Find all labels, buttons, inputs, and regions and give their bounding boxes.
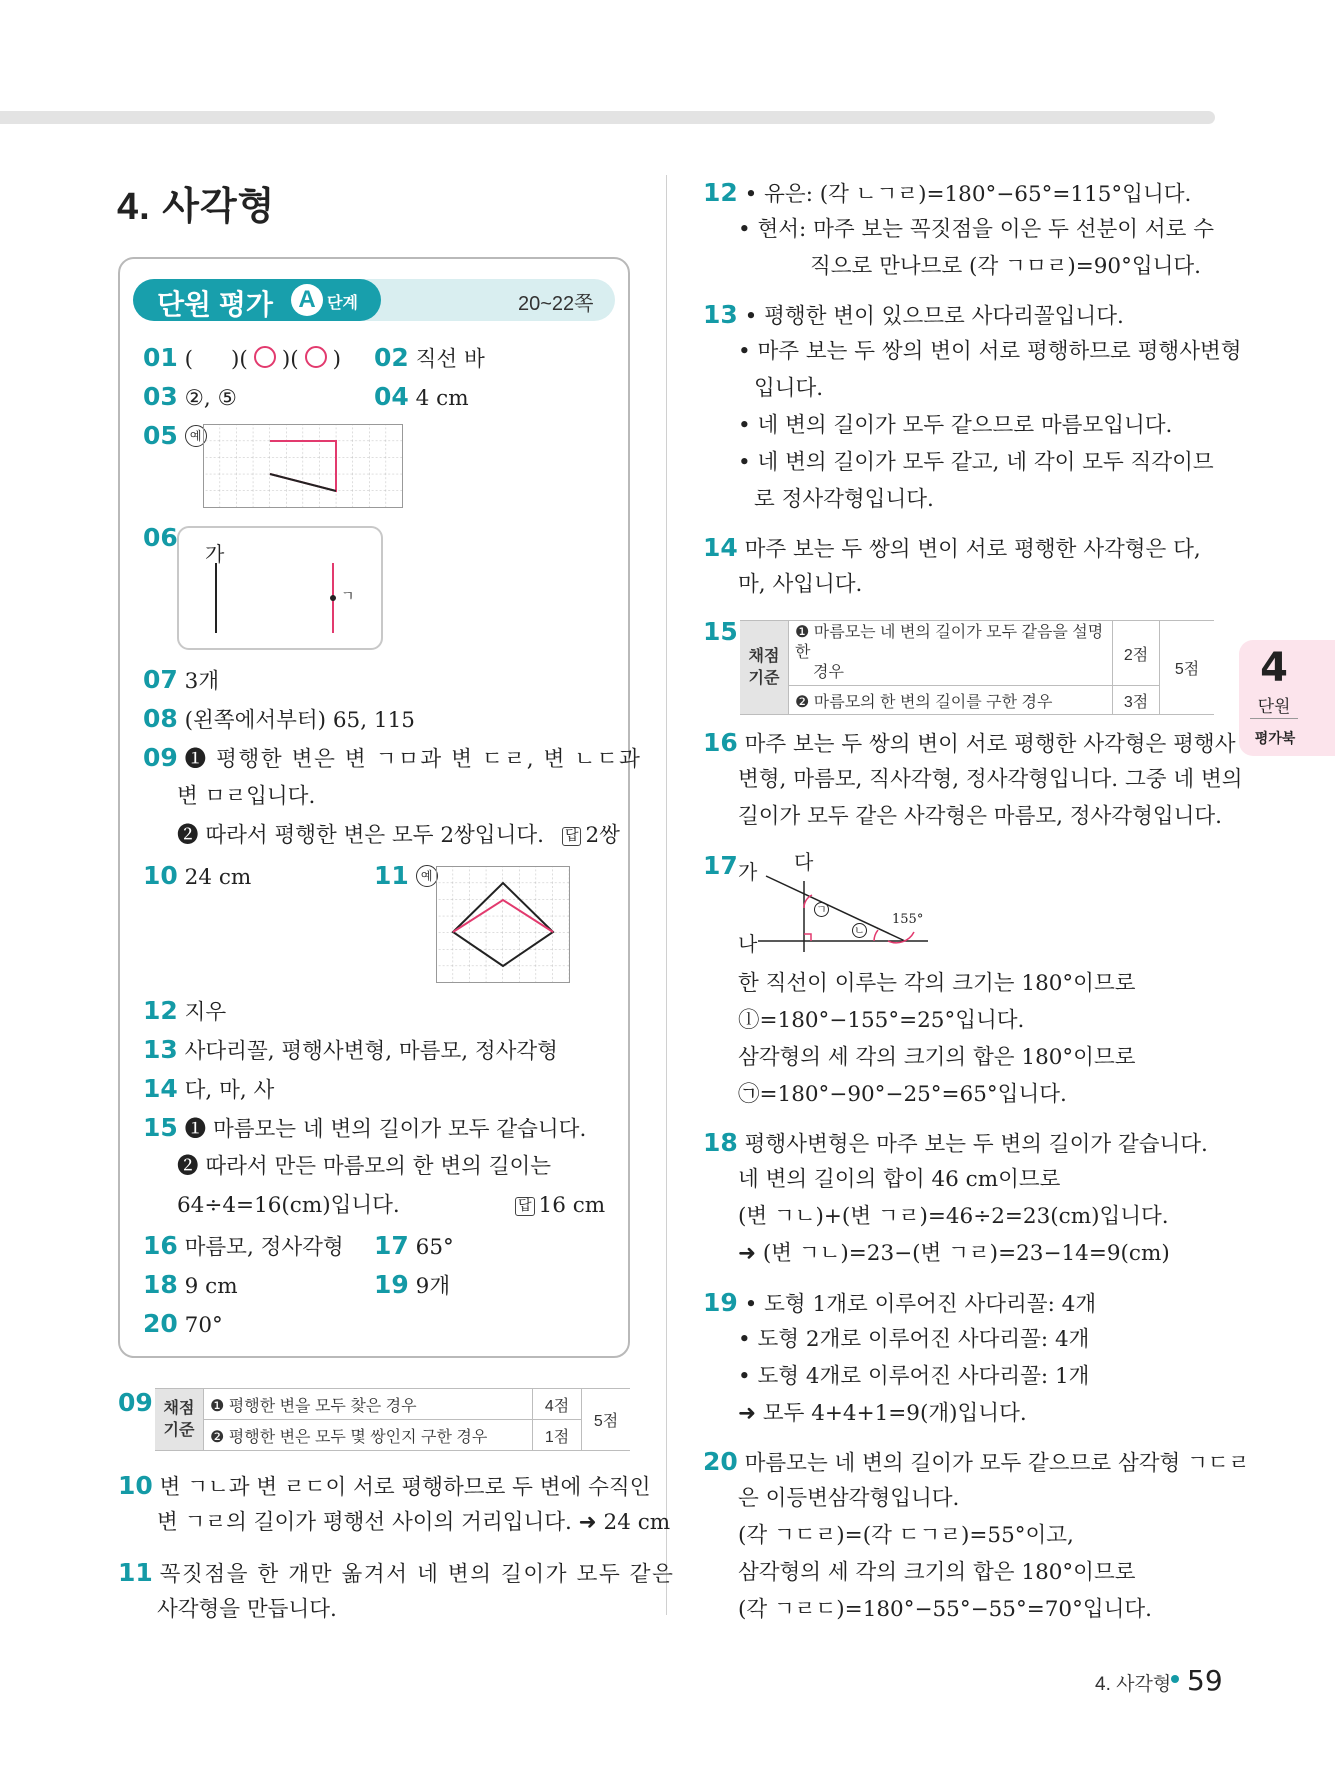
expl-19: 19 • 도형 1개로 이루어진 사다리꼴: 4개 — [703, 1288, 1097, 1317]
answer-08: 08 (왼쪽에서부터) 65, 115 — [143, 704, 415, 733]
top-bar — [0, 111, 1215, 124]
fig-label-l: ㄴ — [852, 923, 867, 938]
side-tab-divider — [1250, 718, 1298, 719]
circle-mark — [305, 346, 327, 368]
expl-18-line2: 네 변의 길이의 합이 46 cm이므로 — [738, 1167, 1061, 1192]
expl-17-line3: 삼각형의 세 각의 크기의 합은 180°이므로 — [738, 1045, 1136, 1070]
expl-13-line4: • 네 변의 길이가 모두 같으므로 마름모입니다. — [738, 413, 1173, 438]
expl-18: 18 평행사변형은 마주 보는 두 변의 길이가 같습니다. — [703, 1128, 1208, 1157]
column-divider — [666, 175, 667, 1615]
answer-15-line3: 64÷4=16(cm)입니다. — [177, 1193, 400, 1218]
fig-label-na: 나 — [738, 932, 758, 956]
criteria-09-table: 채점 기준 ❶ 평행한 변을 모두 찾은 경우 4점 5점 ❷ 평행한 변은 모두 몇 쌍인지 구한 경우 1점 — [155, 1388, 630, 1451]
expl-20-line4: 삼각형의 세 각의 크기의 합은 180°이므로 — [738, 1560, 1136, 1585]
expl-14-line2: 마, 사입니다. — [738, 572, 863, 597]
answer-17: 17 65° — [374, 1231, 454, 1260]
example-badge: 예 — [416, 865, 438, 887]
level-suffix: 단계 — [327, 295, 358, 312]
expl-13-line2: • 마주 보는 두 쌍의 변이 서로 평행하므로 평행사변형 — [738, 339, 1242, 364]
answer-01: 01 ( )( )( ) — [143, 343, 341, 372]
answer-15-line2: ❷ 따라서 만든 마름모의 한 변의 길이는 — [177, 1154, 552, 1179]
unit-header-title: 단원 평가 — [157, 289, 273, 320]
expl-17-line1: 한 직선이 이루는 각의 크기는 180°이므로 — [738, 971, 1136, 996]
criteria-09-num: 09 — [118, 1388, 153, 1417]
answer-15-final: 답 16 cm — [515, 1188, 605, 1224]
page-title: 4. 사각형 — [117, 186, 276, 228]
expl-19-line2: • 도형 2개로 이루어진 사다리꼴: 4개 — [738, 1327, 1090, 1352]
expl-16: 16 마주 보는 두 쌍의 변이 서로 평행한 사각형은 평행사 — [703, 728, 1236, 757]
expl-17-figure — [738, 846, 938, 956]
expl-19-line3: • 도형 4개로 이루어진 사다리꼴: 1개 — [738, 1364, 1090, 1389]
fig-label-da: 다 — [794, 850, 814, 874]
answer-06: 06 — [143, 523, 178, 552]
expl-20-line5: (각 ㄱㄹㄷ)=180°−55°−55°=70°입니다. — [738, 1597, 1152, 1622]
answer-06-figure — [177, 526, 383, 650]
answer-15: 15 ❶ 마름모는 네 변의 길이가 모두 같습니다. — [143, 1113, 587, 1142]
answer-20: 20 70° — [143, 1309, 223, 1338]
answer-11: 11 예 — [374, 858, 438, 896]
answer-16: 16 마름모, 정사각형 — [143, 1231, 344, 1260]
example-badge: 예 — [185, 425, 207, 447]
expl-13: 13 • 평행한 변이 있으므로 사다리꼴입니다. — [703, 300, 1124, 329]
criteria-15-num: 15 — [703, 617, 738, 646]
expl-17-line2: ⓛ=180°−155°=25°입니다. — [738, 1008, 1025, 1033]
answer-02: 02 직선 바 — [374, 343, 485, 372]
expl-12-line3: 직으로 만나므로 (각 ㄱㅁㄹ)=90°입니다. — [810, 254, 1202, 279]
answer-14: 14 다, 마, 사 — [143, 1074, 275, 1103]
fig-angle-label: 155° — [892, 912, 924, 927]
expl-20: 20 마름모는 네 변의 길이가 모두 같으므로 삼각형 ㄱㄷㄹ — [703, 1447, 1250, 1476]
expl-18-line3: (변 ㄱㄴ)+(변 ㄱㄹ)=46÷2=23(cm)입니다. — [738, 1204, 1169, 1229]
page-number: 59 — [1187, 1664, 1223, 1697]
fig-label-ga: 가 — [738, 860, 758, 884]
expl-12: 12 • 유은: (각 ㄴㄱㄹ)=180°−65°=115°입니다. — [703, 178, 1192, 207]
expl-14: 14 마주 보는 두 쌍의 변이 서로 평행한 사각형은 다, — [703, 533, 1201, 562]
answer-13: 13 사다리꼴, 평행사변형, 마름모, 정사각형 — [143, 1035, 558, 1064]
answer-12: 12 지우 — [143, 996, 227, 1025]
answer-05: 05 예 — [143, 418, 207, 456]
label-g: ㄱ — [341, 589, 355, 605]
expl-18-line4: ➜ (변 ㄱㄴ)=23−(변 ㄱㄹ)=23−14=9(cm) — [738, 1241, 1170, 1266]
expl-16-line3: 길이가 모두 같은 사각형은 마름모, 정사각형입니다. — [738, 804, 1222, 829]
fig-label-g: ㄱ — [814, 902, 829, 917]
side-tab-sublabel: 평가북 — [1254, 730, 1296, 746]
expl-17-line4: ㉠=180°−90°−25°=65°입니다. — [738, 1082, 1067, 1107]
answer-10: 10 24 cm — [143, 861, 252, 890]
answer-03: 03 ②, ⑤ — [143, 382, 237, 411]
expl-20-line2: 은 이등변삼각형입니다. — [738, 1486, 960, 1511]
expl-11-line2: 사각형을 만듭니다. — [157, 1597, 337, 1622]
answer-18: 18 9 cm — [143, 1270, 238, 1299]
criteria-15-table: 채점 기준 ❶ 마름모는 네 변의 길이가 모두 같음을 설명한 경우 2점 5점 ❷ 마름모의 한 변의 길이를 구한 경우 3점 — [740, 620, 1214, 715]
answer-09-line3: ❷ 따라서 평행한 변은 모두 2쌍입니다. 답 2쌍 — [177, 823, 620, 848]
expl-13-line3: 입니다. — [754, 376, 824, 401]
answer-07: 07 3개 — [143, 665, 220, 694]
answer-05-grid — [203, 424, 403, 508]
expl-19-line4: ➜ 모두 4+4+1=9(개)입니다. — [738, 1401, 1027, 1426]
page-range: 20~22쪽 — [518, 293, 594, 315]
expl-12-line2: • 현서: 마주 보는 꼭짓점을 이은 두 선분이 서로 수 — [738, 217, 1215, 242]
footer-chapter: 4. 사각형 — [1095, 1674, 1172, 1695]
expl-16-line2: 변형, 마름모, 직사각형, 정사각형입니다. 그중 네 변의 — [738, 767, 1243, 792]
expl-10: 10 변 ㄱㄴ과 변 ㄹㄷ이 서로 평행하므로 두 변에 수직인 — [118, 1471, 651, 1500]
expl-17-num: 17 — [703, 851, 738, 880]
answer-19: 19 9개 — [374, 1270, 451, 1299]
answer-04: 04 4 cm — [374, 382, 469, 411]
footer-dot — [1171, 1675, 1179, 1683]
answer-09: 09 ❶ 평행한 변은 변 ㄱㅁ과 변 ㄷㄹ, 변 ㄴㄷ과 — [143, 743, 642, 772]
side-tab-number: 4 — [1260, 645, 1288, 691]
answer-11-grid — [436, 866, 570, 983]
label-ga: 가 — [205, 542, 225, 566]
side-tab-label: 단원 — [1257, 697, 1291, 716]
expl-10-line2: 변 ㄱㄹ의 길이가 평행선 사이의 거리입니다. ➜ 24 cm — [157, 1510, 671, 1535]
answer-09-line2: 변 ㅁㄹ입니다. — [177, 784, 316, 809]
expl-13-line5: • 네 변의 길이가 모두 같고, 네 각이 모두 직각이므 — [738, 450, 1214, 475]
expl-13-line6: 로 정사각형입니다. — [754, 487, 934, 512]
level-badge: A — [291, 284, 323, 316]
expl-11: 11 꼭짓점을 한 개만 옮겨서 네 변의 길이가 모두 같은 — [118, 1558, 675, 1587]
expl-20-line3: (각 ㄱㄷㄹ)=(각 ㄷㄱㄹ)=55°이고, — [738, 1523, 1074, 1548]
circle-mark — [254, 346, 276, 368]
